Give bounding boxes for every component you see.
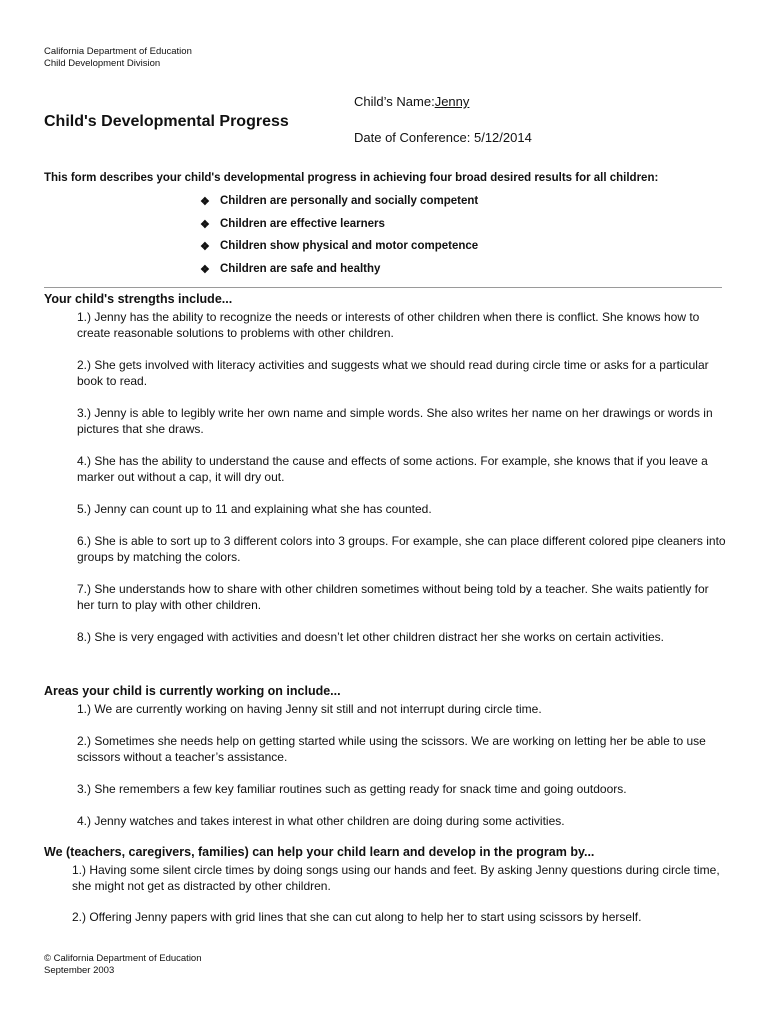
list-item: ❖ Children are personally and socially competent (200, 195, 479, 208)
conference-date-value: 5/12/2014 (473, 130, 532, 144)
child-name-label: Child’s Name: (354, 94, 435, 109)
diamond-bullet-icon: ❖ (200, 241, 210, 253)
list-item: ❖ Children show physical and motor competence (200, 240, 479, 253)
page-title: Child's Developmental Progress (44, 113, 289, 130)
diamond-bullet-icon: ❖ (200, 196, 210, 208)
list-item: 8.) She is very engaged with activities and doesn’t let other children distract her she works on certain activities. (77, 630, 664, 644)
conference-date-label: Date of Conference: (354, 130, 471, 144)
intro-text: This form describes your child's developmental progress in achieving four broad desired results for all children: (44, 172, 659, 184)
list-item: 4.) Jenny watches and takes interest in what other children are doing during some activities. (77, 814, 565, 828)
divider (44, 287, 722, 288)
working-on-heading: Areas your child is currently working on include... (44, 684, 341, 698)
list-item: 2.) Sometimes she needs help on getting started while using the scissors. We are working on letting her be able to use scissors without a teacher’s assistance. (77, 734, 706, 764)
help-heading: We (teachers, caregivers, families) can help your child learn and develop in the program by... (44, 845, 595, 859)
footer (44, 953, 202, 977)
organization-block (44, 46, 192, 70)
conference-date-row (354, 130, 532, 144)
diamond-bullet-icon: ❖ (200, 263, 210, 276)
list-item: 2.) Offering Jenny papers with grid lines that she can cut along to help her to start using scissors by herself. (72, 910, 642, 924)
list-item: 1.) Jenny has the ability to recognize the needs or interests of other children when there is conflict. She knows how to create reasonable solutions to problems with other children. (77, 310, 700, 340)
division-name: Child Development Division (44, 58, 161, 69)
list-item: 3.) She remembers a few key familiar routines such as getting ready for snack time and going outdoors. (77, 782, 627, 796)
desired-results-list (200, 195, 478, 285)
list-item: 3.) Jenny is able to legibly write her own name and simple words. She also writes her name on her drawings or words in pictures that she draws. (77, 406, 713, 436)
list-item: 4.) She has the ability to understand the cause and effects of some actions. For example, she knows that if you leave a marker out without a cap, it will dry out. (77, 454, 708, 484)
child-name-row (354, 94, 469, 109)
list-item: 6.) She is able to sort up to 3 different colors into 3 groups. For example, she can place different colored pipe cleaners into groups by matching the colors. (77, 534, 726, 564)
list-item: 1.) Having some silent circle times by doing songs using our hands and feet. By asking Jenny questions during circle time, she might not get as distracted by other children. (72, 863, 720, 893)
list-item: 5.) Jenny can count up to 11 and explaining what she has counted. (77, 502, 432, 516)
copyright-text: © California Department of Education (44, 953, 202, 964)
strengths-heading: Your child's strengths include... (44, 292, 233, 306)
child-name-value: Jenny (434, 94, 470, 109)
org-name: California Department of Education (44, 46, 192, 57)
list-item: ❖ Children are safe and healthy (200, 262, 381, 276)
footer-date: September 2003 (44, 965, 115, 976)
list-item: 1.) We are currently working on having Jenny sit still and not interrupt during circle time. (77, 702, 542, 716)
list-item: ❖ Children are effective learners (200, 217, 385, 231)
list-item: 2.) She gets involved with literacy activities and suggests what we should read during circle time or asks for a particular book to read. (77, 358, 709, 388)
diamond-bullet-icon: ❖ (200, 218, 210, 231)
list-item: 7.) She understands how to share with other children sometimes without being told by a teacher. She waits patiently for her turn to play with other children. (77, 582, 709, 612)
